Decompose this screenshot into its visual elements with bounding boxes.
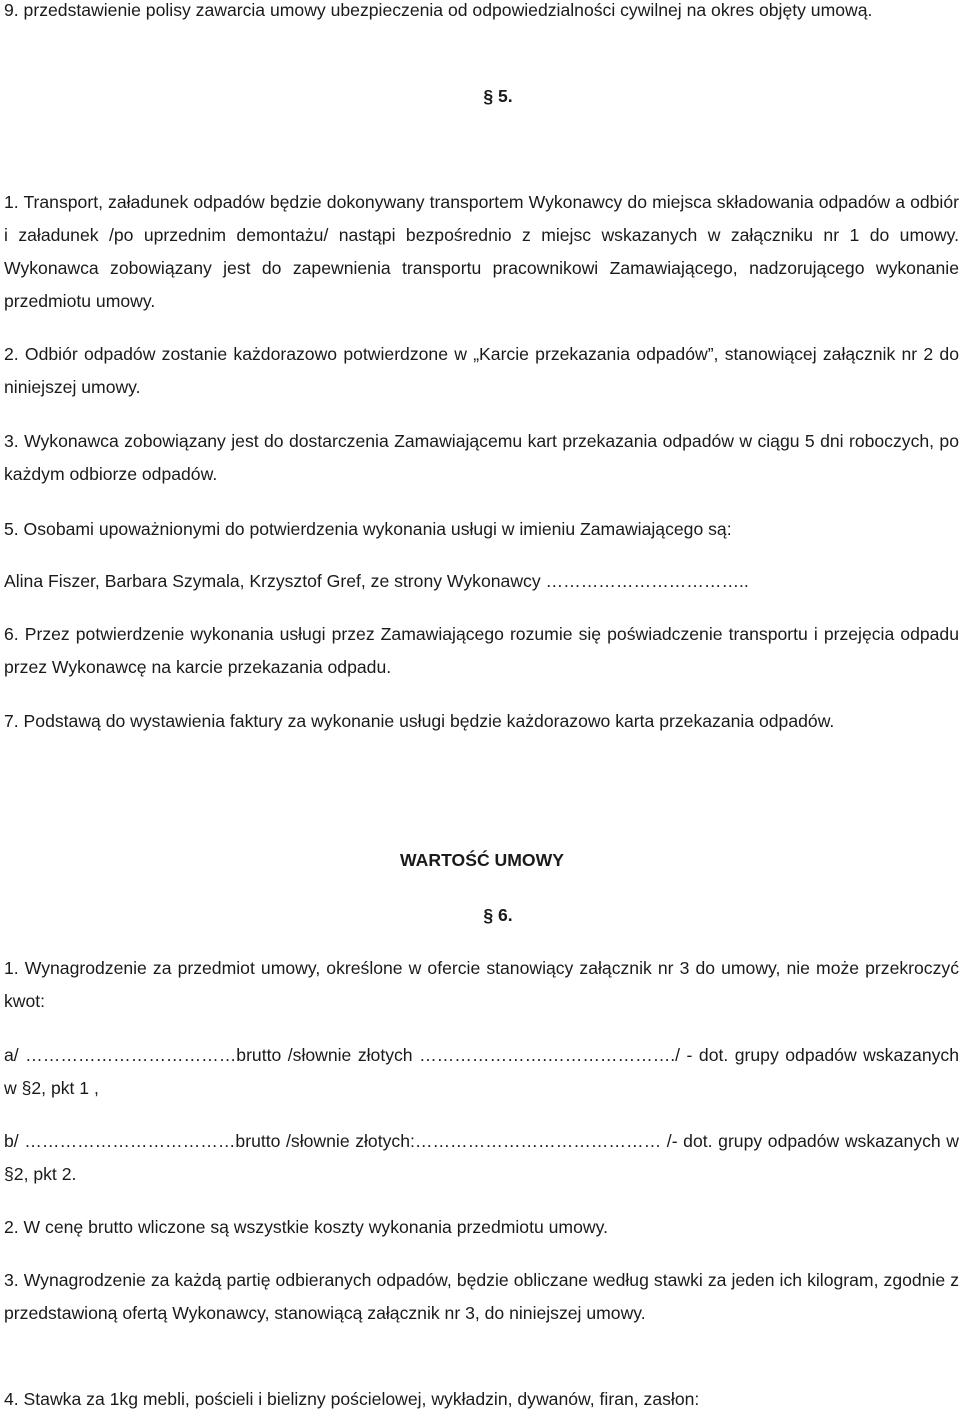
section-5-item-2: 2. Odbiór odpadów zostanie każdorazowo potwierdzone w „Karcie przekazania odpadów”, stanowiącej załącznik nr 2 do niniejszej umowy. [4,344,959,397]
section-6-item-1: 1. Wynagrodzenie za przedmiot umowy, określone w ofercie stanowiący załącznik nr 3 do umowy, nie może przekroczyć kwot: [4,958,959,1011]
section-6-item-2: 2. W cenę brutto wliczone są wszystkie koszty wykonania przedmiotu umowy. [4,1217,608,1237]
section-6-heading: § 6. [483,905,513,925]
section-6-item-b: b/ ………………………………brutto /słownie złotych:…………………………………… /- dot. grupy odpadów wskazanych w §2, pkt 2. [4,1131,959,1184]
paragraph-item-9: 9. przedstawienie polisy zawarcia umowy ubezpieczenia od odpowiedzialności cywilnej na okres objęty umową. [4,0,873,20]
section-5-item-5: 5. Osobami upoważnionymi do potwierdzenia wykonania usługi w imieniu Zamawiającego są: [4,519,732,539]
section-5-item-3: 3. Wykonawca zobowiązany jest do dostarczenia Zamawiającemu kart przekazania odpadów w ciągu 5 dni roboczych, po każdym odbiorze odpadów. [4,431,959,484]
section-5-item-7: 7. Podstawą do wystawienia faktury za wykonanie usługi będzie każdorazowo karta przekazania odpadów. [4,711,835,731]
section-6-item-a: a/ ………………………………brutto /słownie złotych ………………….…………………./ - dot. grupy odpadów wskazanych w §2, pkt 1 , [4,1045,959,1098]
section-5-item-6: 6. Przez potwierdzenie wykonania usługi przez Zamawiającego rozumie się poświadczenie transportu i przejęcia odpadu przez Wykonawcę na karcie przekazania odpadu. [4,624,959,677]
section-6-item-4: 4. Stawka za 1kg mebli, pościeli i bielizny pościelowej, wykładzin, dywanów, firan, zasłon: [4,1389,700,1409]
contract-value-title: WARTOŚĆ UMOWY [400,850,564,870]
section-6-item-3: 3. Wynagrodzenie za każdą partię odbieranych odpadów, będzie obliczane według stawki za jeden ich kilogram, zgodnie z przedstawioną ofertą Wykonawcy, stanowiącą załącznik nr 3, do niniejszej umowy. [4,1270,959,1323]
section-5-authorized-persons: Alina Fiszer, Barbara Szymala, Krzysztof Gref, ze strony Wykonawcy …………………………….. [4,571,749,591]
section-5-heading: § 5. [483,86,513,106]
section-5-item-1: 1. Transport, załadunek odpadów będzie dokonywany transportem Wykonawcy do miejsca składowania odpadów a odbiór i załadunek /po uprzednim demontażu/ nastąpi bezpośrednio z miejsc wskazanych w załączniku nr 1 do umowy. Wykonawca zobowiązany jest do zapewnienia transportu pracownikowi Zamawiającego, nadzorującego wykonanie przedmiotu umowy. [4,192,959,311]
